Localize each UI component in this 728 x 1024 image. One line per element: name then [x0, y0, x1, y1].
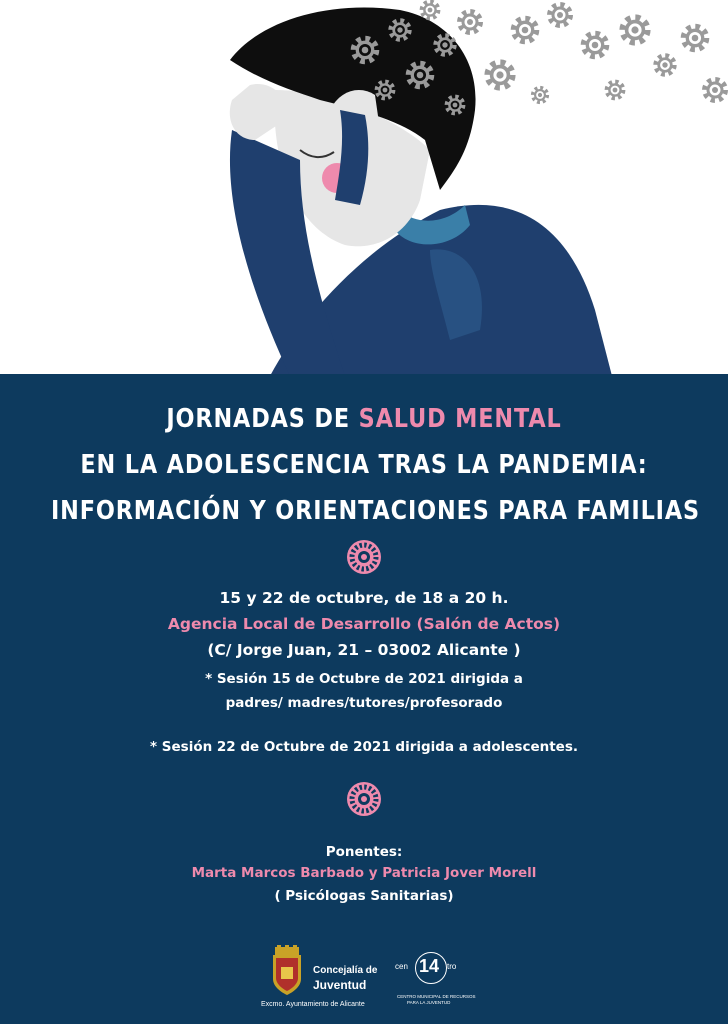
concejalia-label: Concejalía de [313, 965, 378, 976]
event-dates: 15 y 22 de octubre, de 18 a 20 h. [219, 589, 509, 607]
concejalia-logo [261, 945, 378, 1015]
title-line-2: EN LA ADOLESCENCIA TRAS LA PANDEMIA: [80, 450, 648, 480]
title-line-3: INFORMACIÓN Y ORIENTACIONES PARA FAMILIAS [50, 496, 701, 526]
speakers-names: Marta Marcos Barbado y Patricia Jover Morell [191, 865, 537, 881]
coat-of-arms-icon [267, 945, 307, 999]
event-title [0, 396, 728, 534]
session-1-line-2: padres/ madres/tutores/profesorado [225, 695, 503, 711]
flower-ornament-icon [344, 537, 384, 577]
title-prefix: JORNADAS DE [166, 404, 359, 434]
centro-caption-2: PARA LA JUVENTUD [407, 1000, 451, 1005]
pensive-teen-illustration [0, 0, 728, 376]
speakers-heading: Ponentes: [325, 844, 403, 860]
centro-caption-1: CENTRO MUNICIPAL DE RECURSOS [397, 994, 476, 999]
title-line-1 [51, 396, 677, 442]
centro-left-label: cen [395, 962, 408, 971]
ayuntamiento-label: Excmo. Ayuntamiento de Alicante [261, 1001, 365, 1008]
session-2: * Sesión 22 de Octubre de 2021 dirigida a adolescentes. [150, 739, 578, 755]
title-highlight: SALUD MENTAL [358, 404, 562, 434]
header-illustration [0, 0, 728, 376]
centro-right-label: tro [447, 962, 457, 971]
juventud-label: Juventud [313, 978, 367, 992]
session-1-line-1: * Sesión 15 de Octubre de 2021 dirigida a [205, 671, 523, 687]
centro-number: 14 [419, 956, 440, 976]
centro-14-logo [395, 950, 475, 1016]
event-address: (C/ Jorge Juan, 21 – 03002 Alicante ) [207, 641, 521, 659]
flower-ornament-icon [344, 779, 384, 819]
event-venue: Agencia Local de Desarrollo (Salón de Actos) [167, 615, 561, 633]
speakers-role: ( Psicólogas Sanitarias) [274, 888, 454, 904]
